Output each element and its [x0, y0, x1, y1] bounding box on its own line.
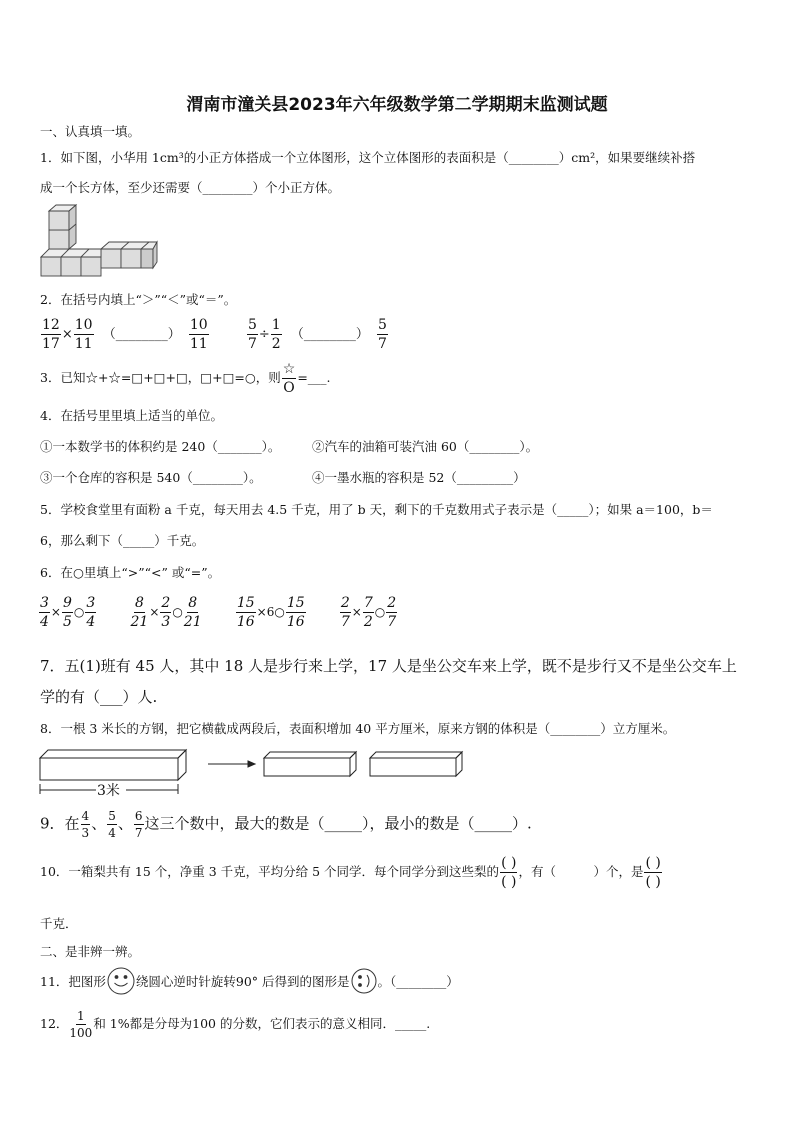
q2-frac-c2: $\frac{1}{2}$ [271, 317, 281, 352]
rotated-face-icon [350, 967, 378, 995]
q1-line2: 成一个长方体，至少还需要（________）个小正方体。 [40, 180, 341, 195]
q5-line1: 5．学校食堂里有面粉 a 千克，每天用去 4.5 千克，用了 b 天，剩下的千克数用式子表示是（_____）；如果 a＝100，b＝ [40, 502, 713, 517]
q10-blank-fraction-2[interactable]: $\frac{( )}{( )}$ [645, 855, 661, 890]
q7-line1: 7．五(1)班有 45 人，其中 18 人是步行来上学，17 人是坐公交车来上学，既不是步行又不是坐公交车上 [40, 657, 737, 675]
q12-frac: $\frac{1}{100}$ [69, 1009, 93, 1040]
q2-frac-a1: $\frac{12}{17}$ [42, 317, 60, 352]
q2-frac-b: $\frac{10}{11}$ [189, 317, 208, 352]
q2-frac-a2: $\frac{10}{11}$ [74, 317, 93, 352]
q9-frac-1: $\frac{4}{3}$ [81, 809, 90, 840]
q4-item-b: ②汽车的油箱可装汽油 60（________）。 [312, 439, 539, 454]
q2-blank-2[interactable]: （________） [290, 327, 369, 342]
q10-line: 10．一箱梨共有 15 个，净重 3 千克，平均分给 5 个同学．每个同学分到这些梨的 $\frac{( )}{( )}$ ，有（ ）个，是 $\frac{( )}{( )}$ [40, 855, 661, 890]
q4-item-a: ①一本数学书的体积约是 240（_______）。 [40, 439, 281, 454]
q9-frac-3: $\frac{6}{7}$ [134, 809, 143, 840]
q2-expressions [40, 318, 389, 351]
q2-blank-1[interactable]: （________） [102, 327, 181, 342]
q6-expressions [38, 596, 398, 629]
q6-text: 6．在○里填上“>”“<” 或“=”。 [40, 565, 221, 580]
q4-item-d: ④一墨水瓶的容积是 52（_________） [312, 470, 526, 485]
q8-text: 8．一根 3 米长的方钢，把它横截成两段后，表面积增加 40 平方厘米，原来方钢的体积是（________）立方厘米。 [40, 721, 676, 736]
q9-line: 9．在 $\frac{4}{3}$ 、 $\frac{5}{4}$ 、 $\frac{6}{7}$ 这三个数中，最大的数是（_____），最小的数是（_____）. [40, 809, 532, 840]
q6-group-4: $\frac{2}{7}$ × $\frac{7}{2}$ ○ $\frac{2}{7}$ [340, 595, 397, 630]
q3-star-over-circle: $\frac{☆}{O}$ [282, 361, 296, 396]
q1-line1: 1．如下图，小华用 1cm³的小正方体搭成一个立体图形，这个立体图形的表面积是（________）cm²，如果要继续补搭 [40, 150, 696, 165]
q7-line2: 学的有（___）人. [40, 688, 158, 706]
q6-group-3: $\frac{15}{16}$ ×6○ $\frac{15}{16}$ [236, 595, 305, 630]
q10-blank-fraction[interactable]: $\frac{( )}{( )}$ [501, 855, 517, 890]
q4-text: 4．在括号里里填上适当的单位。 [40, 408, 223, 423]
times-sign: × [61, 327, 73, 342]
q2-text: 2．在括号内填上“＞”“＜”或“＝”。 [40, 292, 237, 307]
divide-sign: ÷ [258, 327, 270, 342]
cube-figure [38, 204, 158, 278]
q12-line: 12． $\frac{1}{100}$ 和 1%都是分母为100 的分数，它们表示的意义相同．_____. [40, 1009, 431, 1040]
section-2-heading: 二、是非辨一辨。 [40, 944, 141, 959]
q9-frac-2: $\frac{5}{4}$ [108, 809, 116, 840]
q6-group-1: $\frac{3}{4}$ × $\frac{9}{5}$ ○ $\frac{3}{4}$ [40, 595, 96, 630]
q3-line: 3．已知☆+☆=□+□+□，□+□=○，则 $\frac{☆}{O}$ =___. [40, 361, 331, 396]
steel-bar-length-label: 3米 [97, 783, 120, 799]
q11-line: 11．把图形 绕圆心逆时针旋转90° 后得到的图形是 。（________） [40, 966, 459, 996]
q2-frac-d: $\frac{5}{7}$ [378, 317, 387, 352]
section-1-heading: 一、认真填一填。 [40, 124, 141, 139]
q6-group-2: $\frac{8}{21}$ × $\frac{2}{3}$ ○ $\frac{8}{21}$ [130, 595, 202, 630]
q10-line2: 千克． [40, 916, 78, 931]
q2-frac-c1: $\frac{5}{7}$ [247, 317, 257, 352]
smiley-face-icon [106, 966, 136, 996]
q5-line2: 6，那么剩下（_____）千克。 [40, 533, 205, 548]
q4-item-c: ③一个仓库的容积是 540（________）。 [40, 470, 262, 485]
page-title: 渭南市潼关县2023年六年级数学第二学期期末监测试题 [186, 95, 608, 115]
